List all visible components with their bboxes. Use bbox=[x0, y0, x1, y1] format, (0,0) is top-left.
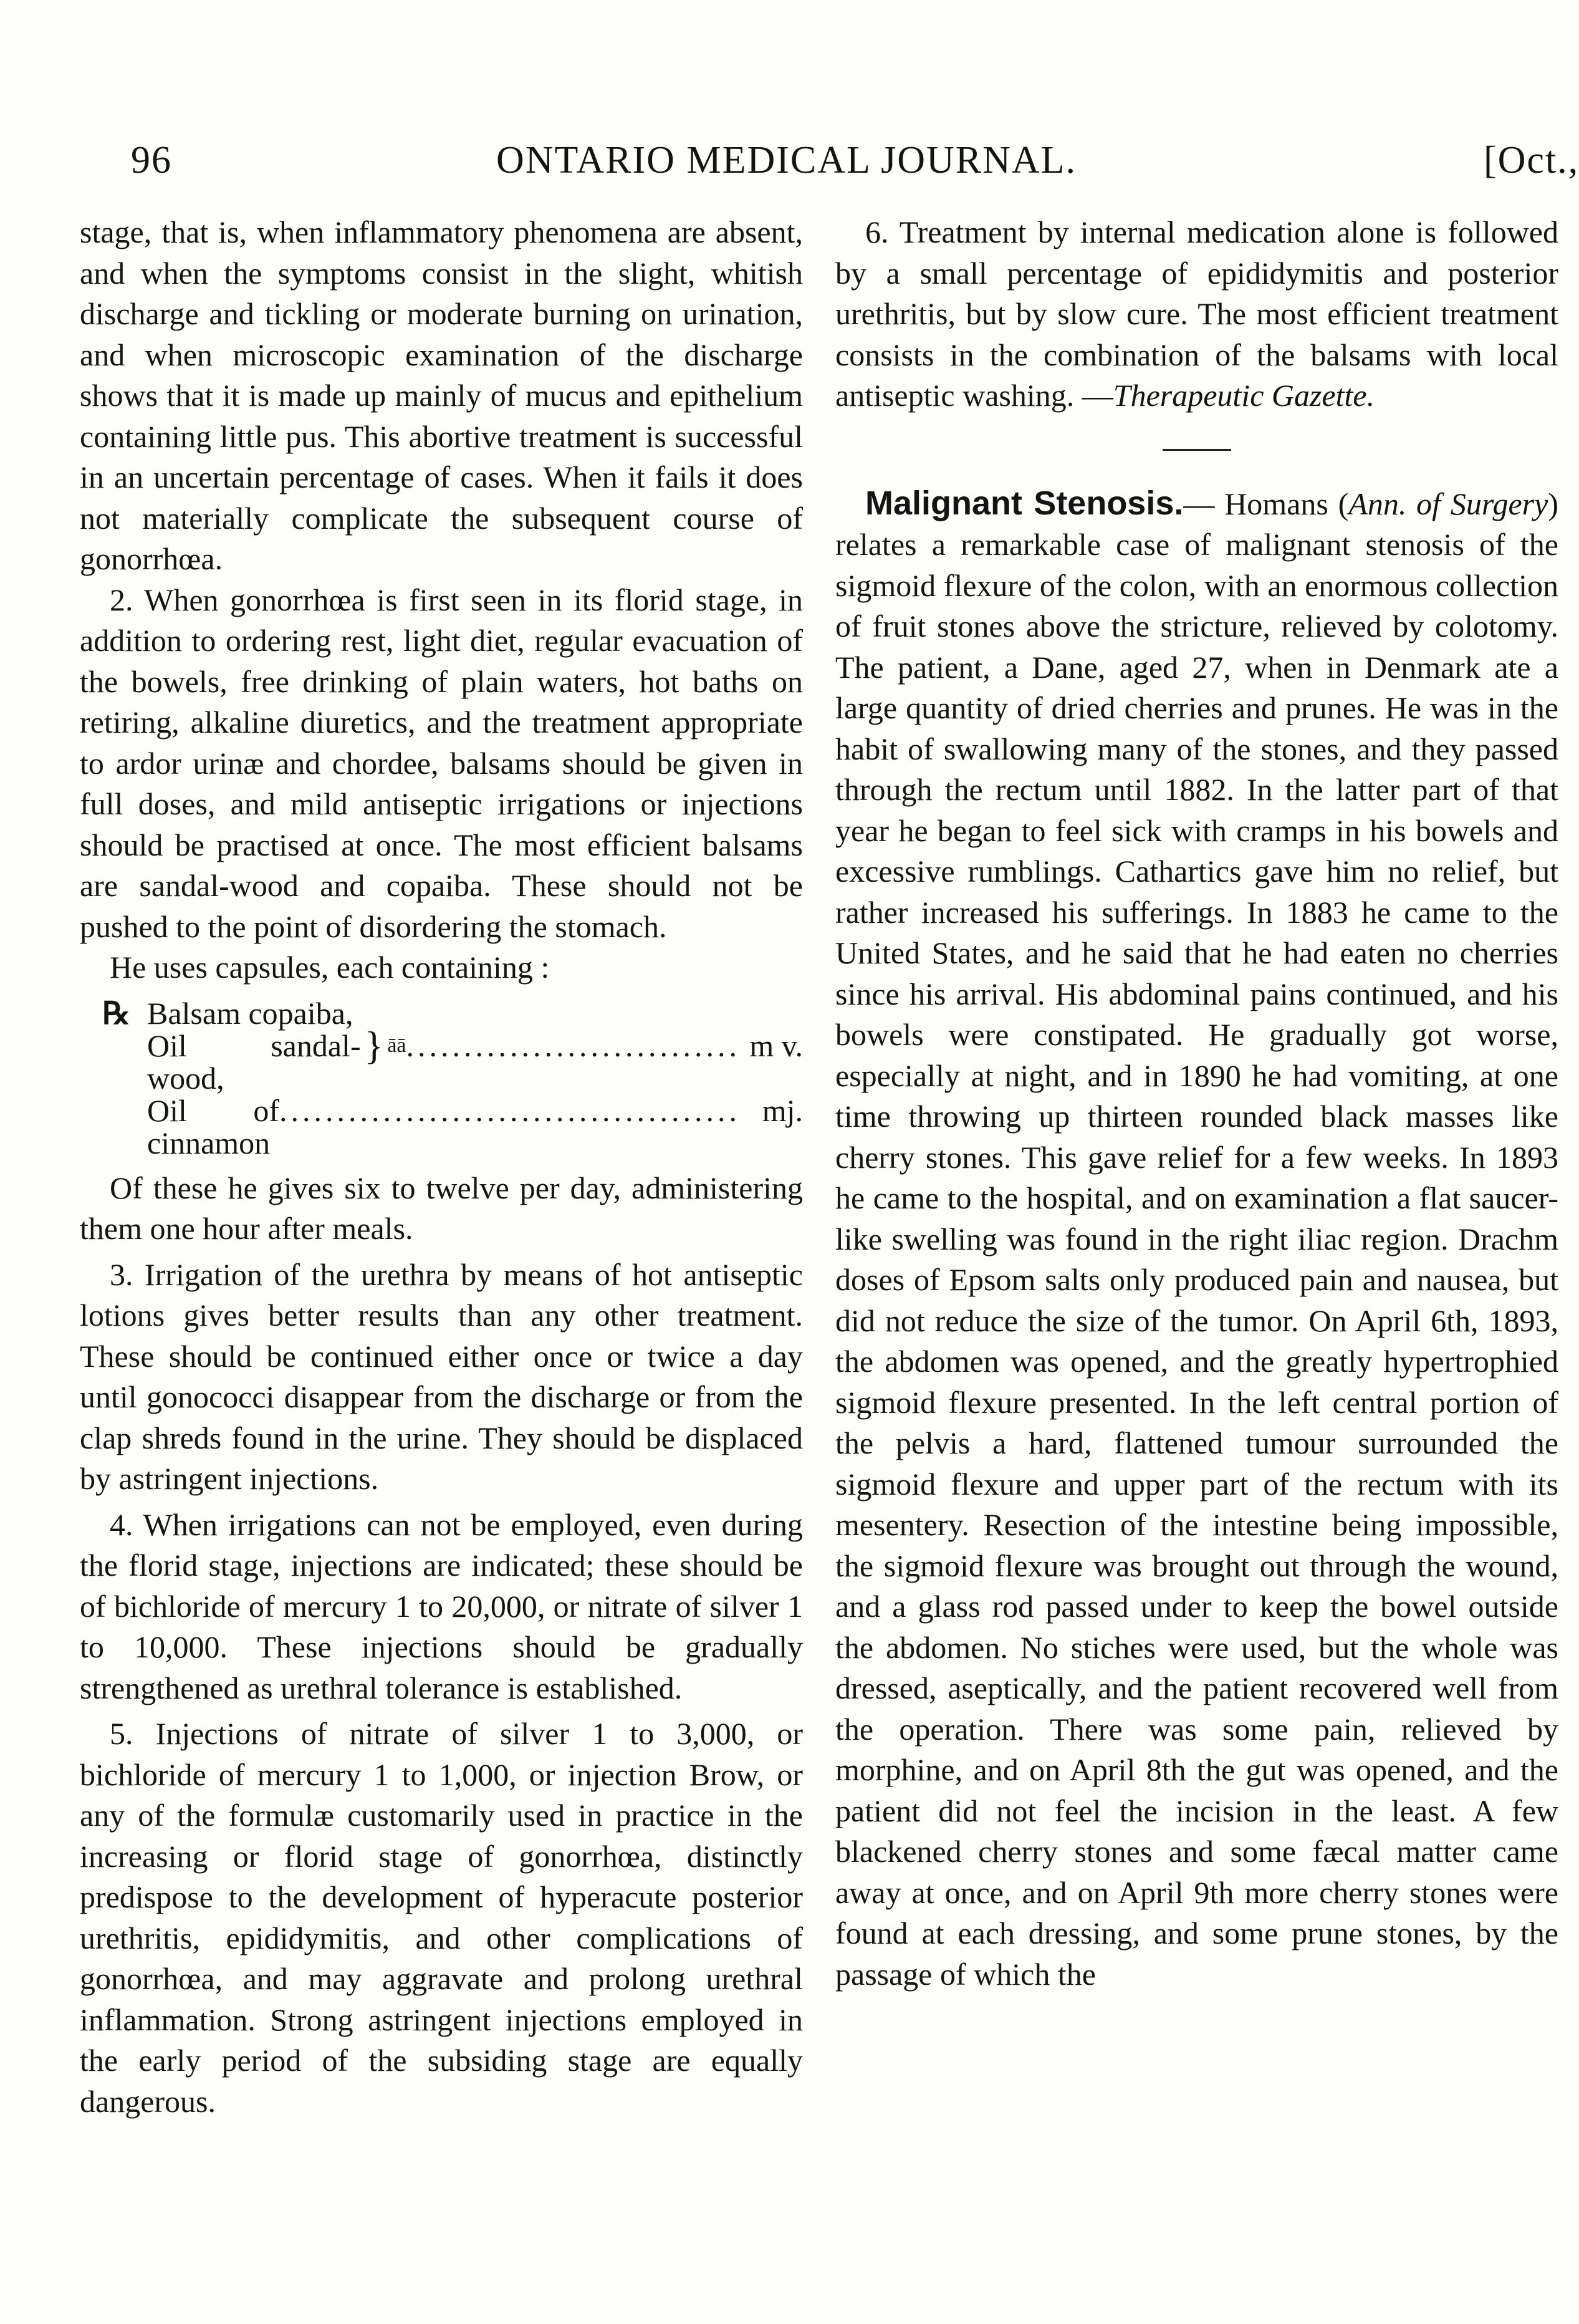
paragraph-abortive-stage: stage, that is, when inflammatory phenomena are absent, and when the symptoms consist in the slight, whitish discharge and tickling or moderate burning on urination, and when microscopic examination of the discharge shows that it is made up mainly of mucus and epithelium containing little pus. This abortive treatment is successful in an uncertain percentage of cases. When it fails it does not materially complicate the subsequent course of gonorrhœa. bbox=[80, 215, 803, 576]
section-divider bbox=[1163, 449, 1231, 451]
right-column bbox=[835, 212, 1558, 1995]
paragraph-item-4: 4. When irrigations can not be employed, even during the florid stage, injections are indicated; these should be of bichloride of mercury 1 to 20,000, or nitrate of silver 1 to 10,000. These injections should be gradually strengthened as urethral tolerance is established. bbox=[80, 1507, 803, 1705]
paragraph-dosage: Of these he gives six to twelve per day, administering them one hour after meals. bbox=[80, 1170, 803, 1246]
paragraph-item-5: 5. Injections of nitrate of silver 1 to 3,000, or bichloride of mercury 1 to 1,000, or injection Brow, or any of the formulæ customarily used in practice in the increasing or florid stage of gonorrhœa, distinctly predispose to the development of hyperacute posterior urethritis, epididymitis, and other complications of gonorrhœa, and may aggravate and prolong urethral inflammation. Strong astringent injections employed in the early period of the subsiding stage are equally dangerous. bbox=[80, 1716, 803, 2119]
article-body: ) relates a remarkable case of malignant stenosis of the sigmoid flexure of the colon, with an enormous collection of fruit stones above the stricture, relieved by colotomy. The patient, a Dane, aged 27, when in Denmark ate a large quantity of dried cherries and prunes. He was in the habit of swallowing many of the stones, and they passed through the rectum until 1882. In the latter part of that year he began to feel sick with cramps in his bowels and excessive rumblings. Cathartics gave him no relief, but rather increased his sufferings. In 1883 he came to the United States, and he said that he had eaten no cherries since his arrival. His abdominal pains continued, and his bowels were constipated. He gradually got worse, especially at night, and in 1890 he had vomiting, at one time throwing up thirteen rounded black masses like cherry stones. This gave relief for a few weeks. In 1893 he came to the hospital, and on examination a flat saucer-like swelling was found in the right iliac region. Drachm doses of Epsom salts only produced pain and nausea, but did not reduce the size of the tumor. On April 6th, 1893, the abdomen was opened, and the greatly hypertrophied sigmoid flexure presented. In the left central portion of the pelvis a hard, flattened tumour surrounded the sigmoid flexure and upper part of the rectum with its mesentery. Resection of the intestine being impossible, the sigmoid flexure was brought out through the wound, and a glass rod passed under to keep the bowel outside the abdomen. No stiches were used, but the whole was dressed, aseptically, and the patient recovered well from the operation. There was some pain, relieved by morphine, and on April 8th the gut was opened, and the patient did not feel the incision in the least. A few blackened cherry stones and some fæcal matter came away at once, and on April 9th more cherry stones were found at each dressing, and some prune stones, by the passage of which the bbox=[835, 486, 1558, 1992]
prescription-row-2 bbox=[102, 1023, 803, 1096]
prescription-aa: āā bbox=[387, 1033, 406, 1057]
brace: } bbox=[364, 1023, 384, 1068]
left-column bbox=[80, 212, 803, 2122]
prescription-dose-3: mj. bbox=[762, 1092, 803, 1128]
item-6-text: 6. Treatment by internal medication alone is followed by a small percentage of epididymitis and posterior urethritis, but by slow cure. The most efficient treatment consists in the combination of the balsams with local antiseptic washing. — bbox=[835, 215, 1558, 413]
prescription-oil-cinnamon: Oil of cinnamon bbox=[147, 1092, 279, 1160]
prescription-row-3 bbox=[102, 1094, 803, 1159]
page-number: 96 bbox=[131, 139, 172, 181]
issue-month: [Oct., bbox=[1484, 139, 1579, 181]
paragraph-capsules: He uses capsules, each containing : bbox=[110, 950, 550, 985]
journal-title: ONTARIO MEDICAL JOURNAL. bbox=[496, 139, 1077, 181]
article-title: Malignant Stenosis. bbox=[865, 484, 1184, 522]
prescription-oil-sandalwood: Oil sandal-wood, bbox=[147, 1028, 361, 1096]
article-author: — Homans ( bbox=[1183, 486, 1349, 521]
prescription-dose-1: m v. bbox=[749, 1028, 803, 1063]
dot-leader: ............................. bbox=[406, 1028, 741, 1063]
paragraph-item-2: 2. When gonorrhœa is first seen in its florid stage, in addition to ordering rest, light diet, regular evacuation of the bowels, free drinking of plain waters, hot baths on retiring, alkaline diuretics, and the treatment appropriate to ardor urinæ and chordee, balsams should be given in full doses, and mild antiseptic irrigations or injections should be practised at once. The most efficient balsams are sandal-wood and copaiba. These should not be pushed to the point of disordering the stomach. bbox=[80, 582, 803, 944]
running-header bbox=[0, 138, 1579, 188]
prescription-row-1 bbox=[102, 997, 803, 1029]
paragraph-item-6 bbox=[835, 212, 1558, 417]
prescription bbox=[102, 997, 803, 1159]
recipe-symbol: ℞ bbox=[102, 995, 130, 1031]
article-malignant-stenosis bbox=[835, 483, 1558, 1995]
article-journal: Ann. of Surgery bbox=[1348, 486, 1548, 521]
paragraph-item-3: 3. Irrigation of the urethra by means of hot antiseptic lotions gives better results than any other treatment. These should be continued either once or twice a day until gonococci disappear from the discharge or from the clap shreds found in the urine. They should be displaced by astringent injections. bbox=[80, 1256, 803, 1496]
source-citation: Therapeutic Gazette. bbox=[1113, 378, 1375, 413]
prescription-balsam-copaiba: Balsam copaiba, bbox=[147, 995, 353, 1031]
dot-leader: ........................................ bbox=[279, 1092, 741, 1128]
